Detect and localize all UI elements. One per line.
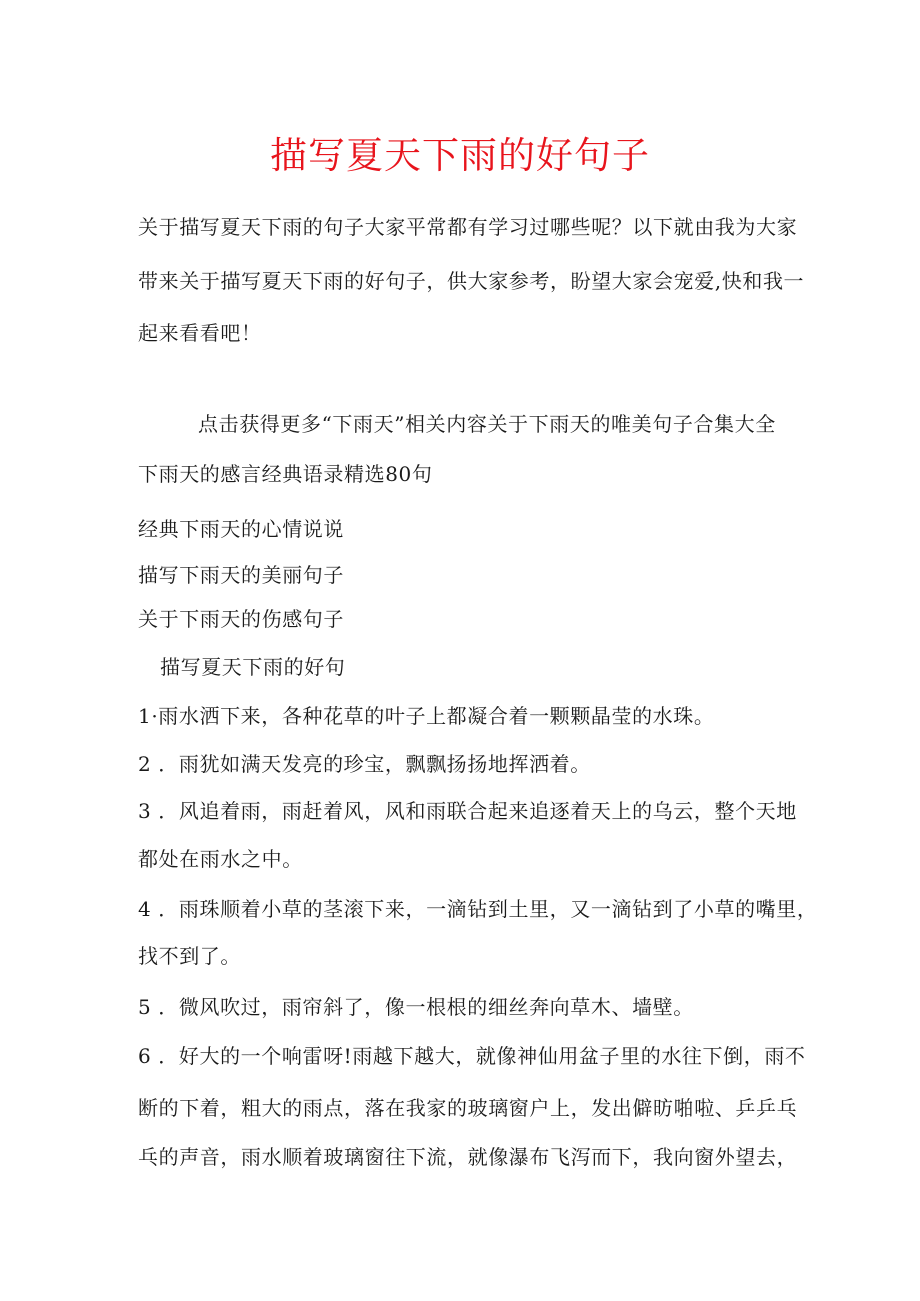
intro-line-2: 带来关于描写夏天下雨的好句子，供大家参考，盼望大家会宠爱,快和我一 [138, 269, 805, 293]
sentence-6-line-1: 6 ．好大的一个响雷呀!雨越下越大，就像神仙用盆子里的水往下倒，雨不 [138, 1044, 806, 1068]
sentence-6-line-3: 乓的声音，雨水顺着玻璃窗往下流，就像瀑布飞泻而下，我向窗外望去， [138, 1145, 798, 1169]
intro-line-3: 起来看看吧！ [138, 321, 262, 345]
sentence-3-line-2: 都处在雨水之中。 [138, 847, 303, 871]
sentence-1: 1·雨水洒下来，各种花草的叶子上都凝合着一颗颗晶莹的水珠。 [138, 704, 715, 728]
section-heading: 描写夏天下雨的好句 [160, 655, 346, 679]
sentence-6-line-2: 断的下着，粗大的雨点，落在我家的玻璃窗户上，发出僻昉啪啦、乒乒乓 [138, 1096, 798, 1120]
link-item-4[interactable]: 关于下雨天的伤感句子 [138, 607, 344, 631]
link-item-3[interactable]: 描写下雨天的美丽句子 [138, 563, 344, 587]
intro-line-1: 关于描写夏天下雨的句子大家平常都有学习过哪些呢？以下就由我为大家 [138, 215, 798, 239]
link-item-1[interactable]: 下雨天的感言经典语录精选80句 [138, 462, 433, 486]
sentence-4-line-2: 找不到了。 [138, 944, 241, 968]
sentence-5: 5 ．微风吹过，雨帘斜了，像一根根的细丝奔向草木、墙壁。 [138, 995, 694, 1019]
document-title: 描写夏天下雨的好句子 [270, 134, 650, 177]
sentence-2: 2 ．雨犹如满天发亮的珍宝，飘飘扬扬地挥洒着。 [138, 752, 591, 776]
sentence-4-line-1: 4 ．雨珠顺着小草的茎滚下来，一滴钻到土里，又一滴钻到了小草的嘴里， [138, 897, 818, 921]
link-item-2[interactable]: 经典下雨天的心情说说 [138, 517, 344, 541]
sentence-3-line-1: 3 ．风追着雨，雨赶着风，风和雨联合起来追逐着天上的乌云，整个天地 [138, 799, 797, 823]
related-content-link[interactable]: 点击获得更多“下雨天”相关内容关于下雨天的唯美句子合集大全 [198, 412, 776, 436]
